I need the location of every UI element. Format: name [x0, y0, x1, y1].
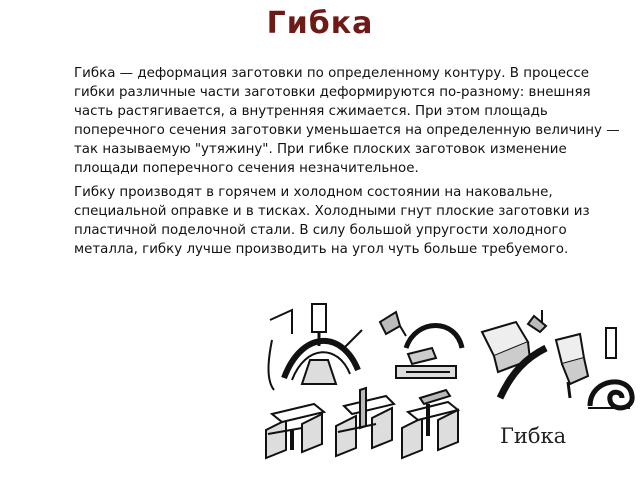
vise-bending-icon-2 — [332, 386, 400, 458]
vise-bending-icon-1 — [262, 400, 330, 460]
slide-title: Гибка — [266, 6, 374, 41]
paragraph-definition: Гибка — деформация заготовки по определенному контуру. В процессе гибки различные части заготовки деформируются по-разному: внешняя часть растягивается, а внутренняя сжимается. При этом площадь поперечного сечения заготовки уменьшается на определенную величину — так называемую "утяжину". При гибке плоских заготовок изменение площади поперечного сечения незначительное. — [74, 66, 620, 176]
figure-caption: Гибка — [500, 424, 567, 448]
scroll-bending-icon — [550, 318, 640, 414]
vise-bending-icon-3 — [398, 388, 466, 460]
mandrel-bending-icon — [376, 308, 472, 384]
paragraph-methods: Гибку производят в горячем и холодном состоянии на наковальне, специальной оправке и в тисках. Холодными гнут плоские заготовки из пластичной поделочной стали. В силу большой упругости холодного металла, гибку лучше производить на угол чуть больше требуемого. — [74, 185, 590, 257]
